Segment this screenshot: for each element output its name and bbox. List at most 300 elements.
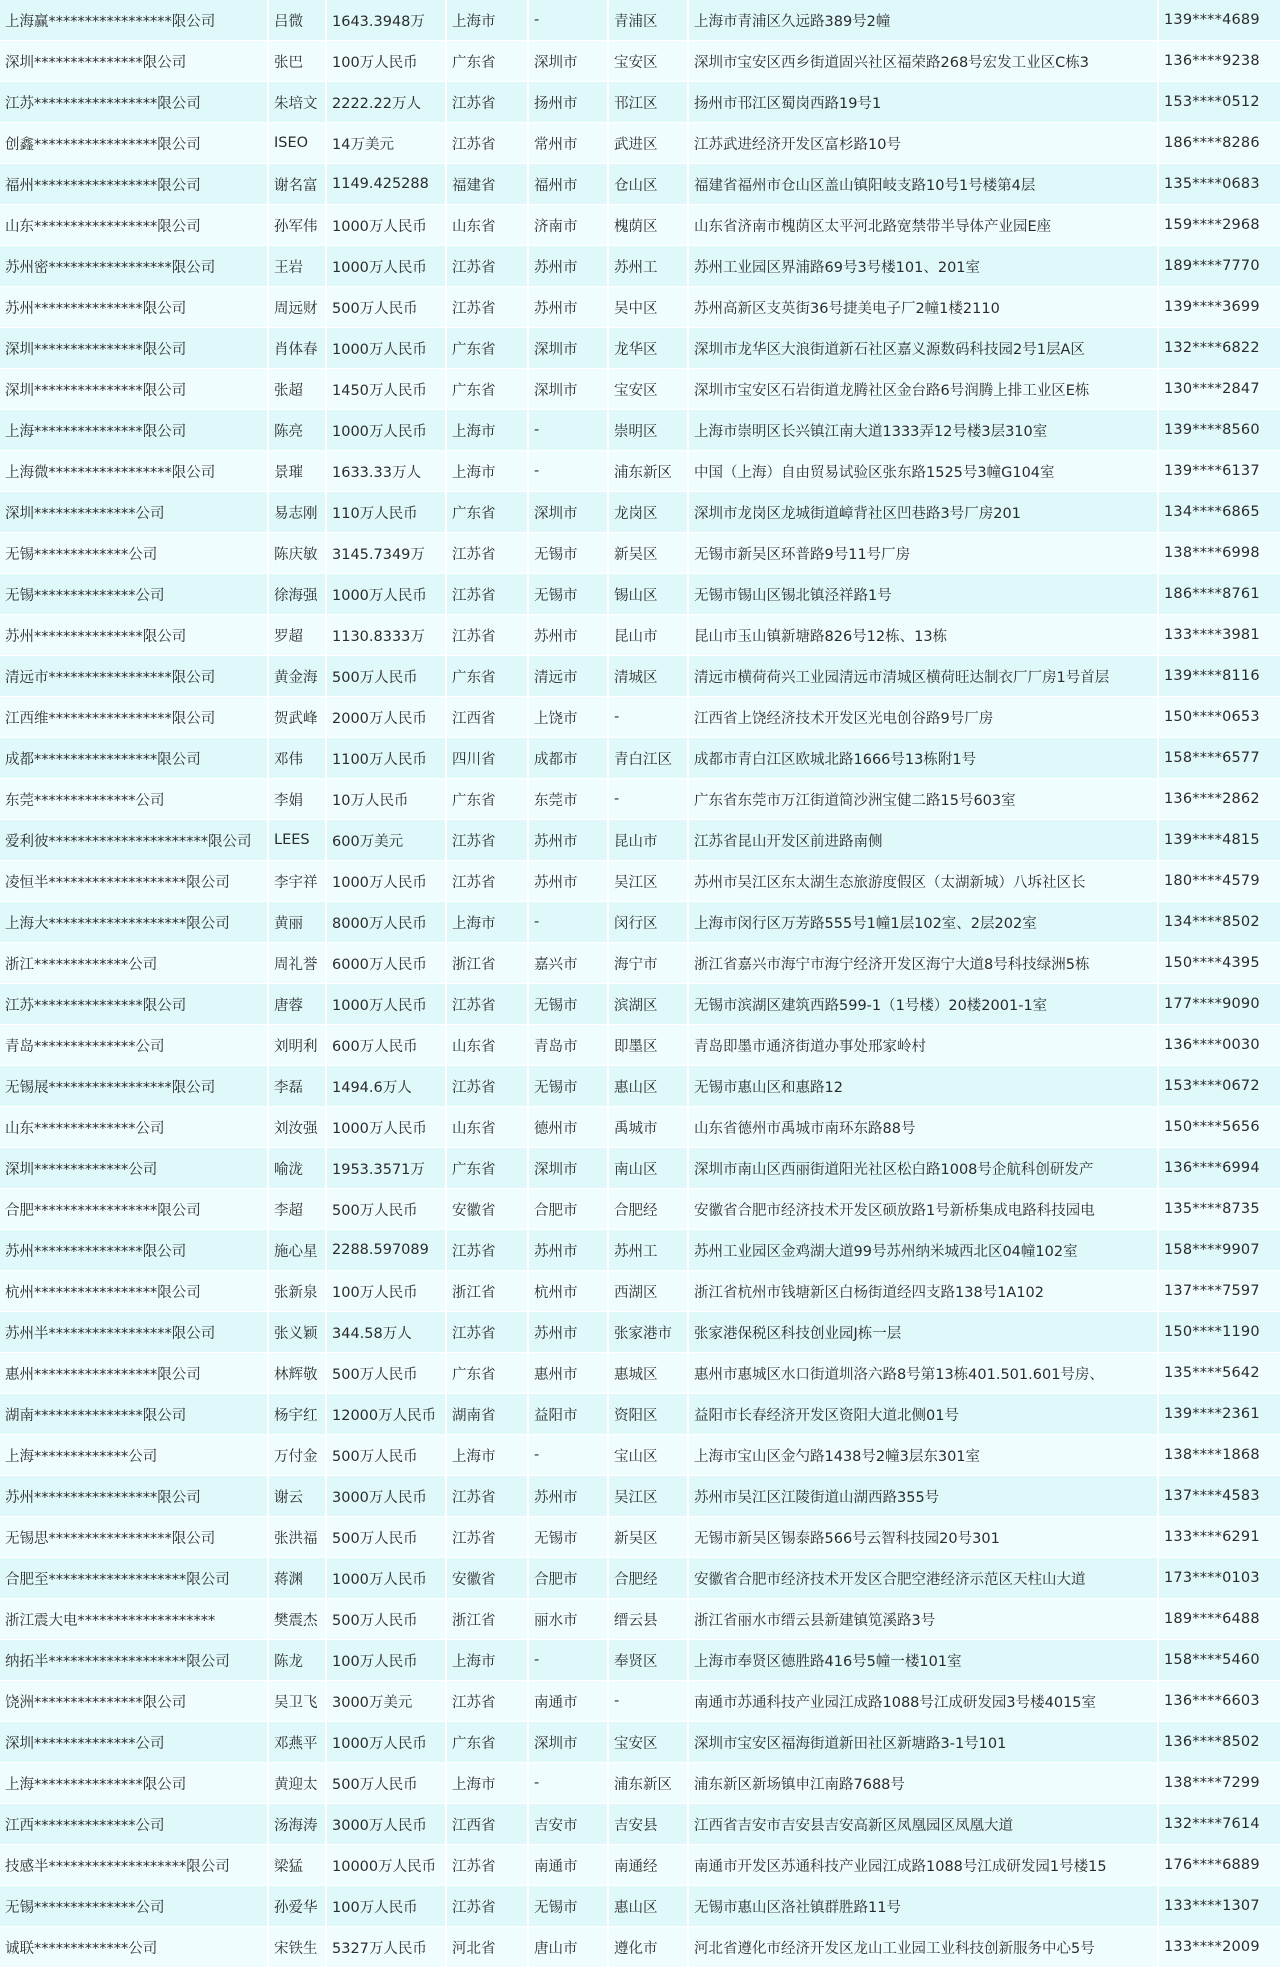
city-cell: 南通市 — [528, 1681, 608, 1722]
phone-cell: 136****6603 — [1158, 1681, 1280, 1722]
address-cell: 江西省吉安市吉安县吉安高新区凤凰园区凤凰大道 — [688, 1804, 1158, 1845]
registered-capital-cell: 3000万美元 — [326, 1681, 446, 1722]
city-cell: 嘉兴市 — [528, 943, 608, 984]
address-cell: 浦东新区新场镇申江南路7688号 — [688, 1763, 1158, 1804]
registered-capital-cell: 100万人民币 — [326, 1271, 446, 1312]
district-cell: 海宁市 — [608, 943, 688, 984]
phone-cell: 139****8116 — [1158, 656, 1280, 697]
table-row — [0, 1927, 1280, 1968]
city-cell: - — [528, 1435, 608, 1476]
phone-cell: 139****3699 — [1158, 287, 1280, 328]
district-cell: 资阳区 — [608, 1394, 688, 1435]
registered-capital-cell: 1643.3948万 — [326, 0, 446, 41]
table-row — [0, 861, 1280, 902]
table-row — [0, 574, 1280, 615]
address-cell: 安徽省合肥市经济技术开发区合肥空港经济示范区天柱山大道 — [688, 1558, 1158, 1599]
company-name-cell: 纳拓半*******************限公司 — [0, 1640, 268, 1681]
district-cell: 合肥经 — [608, 1189, 688, 1230]
registered-capital-cell: 100万人民币 — [326, 1640, 446, 1681]
table-row — [0, 1476, 1280, 1517]
phone-cell: 139****4689 — [1158, 0, 1280, 41]
district-cell: - — [608, 1681, 688, 1722]
registered-capital-cell: 2288.597089 — [326, 1230, 446, 1271]
district-cell: 滨湖区 — [608, 984, 688, 1025]
address-cell: 上海市崇明区长兴镇江南大道1333弄12号楼3层310室 — [688, 410, 1158, 451]
district-cell: 宝山区 — [608, 1435, 688, 1476]
address-cell: 清远市横荷荷兴工业园清远市清城区横荷旺达制衣厂厂房1号首层 — [688, 656, 1158, 697]
legal-rep-cell: 王岩 — [268, 246, 326, 287]
city-cell: 德州市 — [528, 1107, 608, 1148]
table-row — [0, 205, 1280, 246]
district-cell: 龙华区 — [608, 328, 688, 369]
table-row — [0, 1189, 1280, 1230]
company-name-cell: 上海微*****************限公司 — [0, 451, 268, 492]
legal-rep-cell: 陈庆敏 — [268, 533, 326, 574]
city-cell: 苏州市 — [528, 1312, 608, 1353]
legal-rep-cell: 陈龙 — [268, 1640, 326, 1681]
company-name-cell: 深圳**************公司 — [0, 492, 268, 533]
city-cell: 深圳市 — [528, 328, 608, 369]
district-cell: 奉贤区 — [608, 1640, 688, 1681]
registered-capital-cell: 110万人民币 — [326, 492, 446, 533]
address-cell: 上海市宝山区金勺路1438号2幢3层东301室 — [688, 1435, 1158, 1476]
table-row — [0, 533, 1280, 574]
address-cell: 张家港保税区科技创业园J栋一层 — [688, 1312, 1158, 1353]
city-cell: 丽水市 — [528, 1599, 608, 1640]
registered-capital-cell: 1000万人民币 — [326, 328, 446, 369]
table-row — [0, 615, 1280, 656]
legal-rep-cell: 宋铁生 — [268, 1927, 326, 1968]
district-cell: 新吴区 — [608, 533, 688, 574]
phone-cell: 150****0653 — [1158, 697, 1280, 738]
phone-cell: 135****5642 — [1158, 1353, 1280, 1394]
registered-capital-cell: 6000万人民币 — [326, 943, 446, 984]
address-cell: 深圳市宝安区石岩街道龙腾社区金台路6号润腾上排工业区E栋 — [688, 369, 1158, 410]
table-row — [0, 246, 1280, 287]
table-row — [0, 1845, 1280, 1886]
phone-cell: 158****9907 — [1158, 1230, 1280, 1271]
province-cell: 山东省 — [446, 205, 528, 246]
province-cell: 上海市 — [446, 1435, 528, 1476]
table-row — [0, 287, 1280, 328]
city-cell: 无锡市 — [528, 533, 608, 574]
registered-capital-cell: 3145.7349万 — [326, 533, 446, 574]
phone-cell: 153****0672 — [1158, 1066, 1280, 1107]
company-name-cell: 青岛**************公司 — [0, 1025, 268, 1066]
company-name-cell: 凌恒半*******************限公司 — [0, 861, 268, 902]
table-row — [0, 1107, 1280, 1148]
registered-capital-cell: 1130.8333万 — [326, 615, 446, 656]
city-cell: 益阳市 — [528, 1394, 608, 1435]
registered-capital-cell: 500万人民币 — [326, 1763, 446, 1804]
province-cell: 江苏省 — [446, 574, 528, 615]
table-row — [0, 1066, 1280, 1107]
city-cell: - — [528, 451, 608, 492]
phone-cell: 153****0512 — [1158, 82, 1280, 123]
legal-rep-cell: 易志刚 — [268, 492, 326, 533]
province-cell: 广东省 — [446, 41, 528, 82]
province-cell: 河北省 — [446, 1927, 528, 1968]
company-name-cell: 上海*************公司 — [0, 1435, 268, 1476]
address-cell: 深圳市宝安区福海街道新田社区新塘路3-1号101 — [688, 1722, 1158, 1763]
table-row — [0, 1312, 1280, 1353]
city-cell: 合肥市 — [528, 1558, 608, 1599]
address-cell: 苏州工业园区界浦路69号3号楼101、201室 — [688, 246, 1158, 287]
province-cell: 浙江省 — [446, 1599, 528, 1640]
legal-rep-cell: 吴卫飞 — [268, 1681, 326, 1722]
province-cell: 江苏省 — [446, 1476, 528, 1517]
city-cell: - — [528, 0, 608, 41]
city-cell: 无锡市 — [528, 1517, 608, 1558]
phone-cell: 132****7614 — [1158, 1804, 1280, 1845]
registered-capital-cell: 1953.3571万 — [326, 1148, 446, 1189]
city-cell: 无锡市 — [528, 984, 608, 1025]
table-row — [0, 123, 1280, 164]
company-name-cell: 上海大*******************限公司 — [0, 902, 268, 943]
address-cell: 惠州市惠城区水口街道圳洛六路8号第13栋401.501.601号房、 — [688, 1353, 1158, 1394]
registered-capital-cell: 12000万人民币 — [326, 1394, 446, 1435]
district-cell: 昆山市 — [608, 820, 688, 861]
table-row — [0, 451, 1280, 492]
registered-capital-cell: 2000万人民币 — [326, 697, 446, 738]
district-cell: 新吴区 — [608, 1517, 688, 1558]
phone-cell: 176****6889 — [1158, 1845, 1280, 1886]
address-cell: 苏州市吴江区江陵街道山湖西路355号 — [688, 1476, 1158, 1517]
province-cell: 安徽省 — [446, 1558, 528, 1599]
registered-capital-cell: 1000万人民币 — [326, 984, 446, 1025]
province-cell: 山东省 — [446, 1107, 528, 1148]
phone-cell: 189****7770 — [1158, 246, 1280, 287]
company-name-cell: 无锡*************公司 — [0, 533, 268, 574]
legal-rep-cell: 施心星 — [268, 1230, 326, 1271]
phone-cell: 136****2862 — [1158, 779, 1280, 820]
address-cell: 扬州市邗江区蜀岗西路19号1 — [688, 82, 1158, 123]
district-cell: 青白江区 — [608, 738, 688, 779]
phone-cell: 138****7299 — [1158, 1763, 1280, 1804]
province-cell: 浙江省 — [446, 1271, 528, 1312]
phone-cell: 150****4395 — [1158, 943, 1280, 984]
registered-capital-cell: 500万人民币 — [326, 1189, 446, 1230]
address-cell: 无锡市新吴区锡泰路566号云智科技园20号301 — [688, 1517, 1158, 1558]
address-cell: 南通市开发区苏通科技产业园江成路1088号江成研发园1号楼15 — [688, 1845, 1158, 1886]
district-cell: 西湖区 — [608, 1271, 688, 1312]
city-cell: - — [528, 410, 608, 451]
company-name-cell: 苏州半*****************限公司 — [0, 1312, 268, 1353]
district-cell: 吴江区 — [608, 1476, 688, 1517]
address-cell: 苏州高新区支英街36号捷美电子厂2幢1楼2110 — [688, 287, 1158, 328]
company-name-cell: 惠州*****************限公司 — [0, 1353, 268, 1394]
province-cell: 江苏省 — [446, 1845, 528, 1886]
legal-rep-cell: 谢云 — [268, 1476, 326, 1517]
district-cell: - — [608, 779, 688, 820]
province-cell: 江苏省 — [446, 820, 528, 861]
city-cell: 苏州市 — [528, 1476, 608, 1517]
table-row — [0, 164, 1280, 205]
legal-rep-cell: 张义颖 — [268, 1312, 326, 1353]
legal-rep-cell: 罗超 — [268, 615, 326, 656]
province-cell: 江苏省 — [446, 1230, 528, 1271]
phone-cell: 137****4583 — [1158, 1476, 1280, 1517]
district-cell: 即墨区 — [608, 1025, 688, 1066]
company-name-cell: 创鑫*****************限公司 — [0, 123, 268, 164]
phone-cell: 133****1307 — [1158, 1886, 1280, 1927]
address-cell: 江苏省昆山开发区前进路南侧 — [688, 820, 1158, 861]
legal-rep-cell: 肖体春 — [268, 328, 326, 369]
district-cell: 仓山区 — [608, 164, 688, 205]
district-cell: 龙岗区 — [608, 492, 688, 533]
company-name-cell: 合肥至*******************限公司 — [0, 1558, 268, 1599]
phone-cell: 136****8502 — [1158, 1722, 1280, 1763]
province-cell: 上海市 — [446, 1763, 528, 1804]
company-name-cell: 爱利彼**********************限公司 — [0, 820, 268, 861]
phone-cell: 180****4579 — [1158, 861, 1280, 902]
address-cell: 上海市闵行区万芳路555号1幢1层102室、2层202室 — [688, 902, 1158, 943]
district-cell: 浦东新区 — [608, 1763, 688, 1804]
company-name-cell: 浙江*************公司 — [0, 943, 268, 984]
legal-rep-cell: 谢名富 — [268, 164, 326, 205]
company-name-cell: 江西维*****************限公司 — [0, 697, 268, 738]
address-cell: 山东省德州市禹城市南环东路88号 — [688, 1107, 1158, 1148]
table-row — [0, 738, 1280, 779]
legal-rep-cell: LEES — [268, 820, 326, 861]
city-cell: 济南市 — [528, 205, 608, 246]
legal-rep-cell: 朱培文 — [268, 82, 326, 123]
company-name-cell: 苏州密*****************限公司 — [0, 246, 268, 287]
province-cell: 上海市 — [446, 1640, 528, 1681]
district-cell: 合肥经 — [608, 1558, 688, 1599]
province-cell: 江苏省 — [446, 861, 528, 902]
registered-capital-cell: 1100万人民币 — [326, 738, 446, 779]
district-cell: 吉安县 — [608, 1804, 688, 1845]
company-name-cell: 无锡**************公司 — [0, 1886, 268, 1927]
phone-cell: 150****1190 — [1158, 1312, 1280, 1353]
phone-cell: 159****2968 — [1158, 205, 1280, 246]
table-row — [0, 492, 1280, 533]
phone-cell: 139****8560 — [1158, 410, 1280, 451]
legal-rep-cell: 黄丽 — [268, 902, 326, 943]
company-name-cell: 浙江震大电******************* — [0, 1599, 268, 1640]
registered-capital-cell: 1450万人民币 — [326, 369, 446, 410]
city-cell: 无锡市 — [528, 1066, 608, 1107]
district-cell: 清城区 — [608, 656, 688, 697]
province-cell: 广东省 — [446, 1722, 528, 1763]
city-cell: 福州市 — [528, 164, 608, 205]
address-cell: 深圳市龙岗区龙城街道嶂背社区凹巷路3号厂房201 — [688, 492, 1158, 533]
registered-capital-cell: 1000万人民币 — [326, 574, 446, 615]
province-cell: 广东省 — [446, 1353, 528, 1394]
legal-rep-cell: 吕微 — [268, 0, 326, 41]
table-row — [0, 1230, 1280, 1271]
phone-cell: 132****6822 — [1158, 328, 1280, 369]
city-cell: - — [528, 1763, 608, 1804]
district-cell: 武进区 — [608, 123, 688, 164]
legal-rep-cell: 杨宇红 — [268, 1394, 326, 1435]
address-cell: 浙江省杭州市钱塘新区白杨街道经四支路138号1A102 — [688, 1271, 1158, 1312]
registered-capital-cell: 1000万人民币 — [326, 861, 446, 902]
province-cell: 江苏省 — [446, 615, 528, 656]
company-name-cell: 山东**************公司 — [0, 1107, 268, 1148]
company-name-cell: 苏州*****************限公司 — [0, 1476, 268, 1517]
city-cell: 苏州市 — [528, 246, 608, 287]
company-name-cell: 成都*****************限公司 — [0, 738, 268, 779]
province-cell: 湖南省 — [446, 1394, 528, 1435]
address-cell: 无锡市滨湖区建筑西路599-1（1号楼）20楼2001-1室 — [688, 984, 1158, 1025]
registered-capital-cell: 1000万人民币 — [326, 205, 446, 246]
address-cell: 山东省济南市槐荫区太平河北路宽禁带半导体产业园E座 — [688, 205, 1158, 246]
phone-cell: 186****8286 — [1158, 123, 1280, 164]
table-row — [0, 1722, 1280, 1763]
district-cell: 宝安区 — [608, 41, 688, 82]
city-cell: 南通市 — [528, 1845, 608, 1886]
company-name-cell: 江西**************公司 — [0, 1804, 268, 1845]
legal-rep-cell: 张新泉 — [268, 1271, 326, 1312]
company-name-cell: 饶洲***************限公司 — [0, 1681, 268, 1722]
address-cell: 无锡市惠山区洛社镇群胜路11号 — [688, 1886, 1158, 1927]
province-cell: 江苏省 — [446, 1066, 528, 1107]
legal-rep-cell: 梁猛 — [268, 1845, 326, 1886]
registered-capital-cell: 500万人民币 — [326, 656, 446, 697]
address-cell: 浙江省嘉兴市海宁市海宁经济开发区海宁大道8号科技绿洲5栋 — [688, 943, 1158, 984]
registered-capital-cell: 600万美元 — [326, 820, 446, 861]
city-cell: 深圳市 — [528, 1148, 608, 1189]
legal-rep-cell: 喻泷 — [268, 1148, 326, 1189]
address-cell: 苏州市吴江区东太湖生态旅游度假区（太湖新城）八坼社区长 — [688, 861, 1158, 902]
city-cell: 苏州市 — [528, 1230, 608, 1271]
legal-rep-cell: 黄金海 — [268, 656, 326, 697]
address-cell: 南通市苏通科技产业园江成路1088号江成研发园3号楼4015室 — [688, 1681, 1158, 1722]
registered-capital-cell: 500万人民币 — [326, 1435, 446, 1476]
company-name-cell: 上海***************限公司 — [0, 1763, 268, 1804]
province-cell: 福建省 — [446, 164, 528, 205]
legal-rep-cell: 贺武峰 — [268, 697, 326, 738]
table-row — [0, 1148, 1280, 1189]
province-cell: 四川省 — [446, 738, 528, 779]
district-cell: 张家港市 — [608, 1312, 688, 1353]
district-cell: 遵化市 — [608, 1927, 688, 1968]
legal-rep-cell: 李娟 — [268, 779, 326, 820]
phone-cell: 158****6577 — [1158, 738, 1280, 779]
address-cell: 广东省东莞市万江街道简沙洲宝健二路15号603室 — [688, 779, 1158, 820]
district-cell: 昆山市 — [608, 615, 688, 656]
province-cell: 广东省 — [446, 328, 528, 369]
district-cell: 邗江区 — [608, 82, 688, 123]
legal-rep-cell: 黄迎太 — [268, 1763, 326, 1804]
company-name-cell: 深圳***************限公司 — [0, 41, 268, 82]
phone-cell: 138****6998 — [1158, 533, 1280, 574]
legal-rep-cell: 汤海涛 — [268, 1804, 326, 1845]
registered-capital-cell: 1633.33万人 — [326, 451, 446, 492]
city-cell: 常州市 — [528, 123, 608, 164]
phone-cell: 158****5460 — [1158, 1640, 1280, 1681]
company-name-cell: 深圳**************公司 — [0, 1722, 268, 1763]
table-row — [0, 1517, 1280, 1558]
legal-rep-cell: 周礼誉 — [268, 943, 326, 984]
table-row — [0, 697, 1280, 738]
company-name-cell: 无锡**************公司 — [0, 574, 268, 615]
district-cell: 锡山区 — [608, 574, 688, 615]
address-cell: 上海市青浦区久远路389号2幢 — [688, 0, 1158, 41]
legal-rep-cell: 邓伟 — [268, 738, 326, 779]
phone-cell: 133****2009 — [1158, 1927, 1280, 1968]
province-cell: 江苏省 — [446, 1681, 528, 1722]
company-name-cell: 深圳*************公司 — [0, 1148, 268, 1189]
province-cell: 江苏省 — [446, 1886, 528, 1927]
district-cell: 苏州工 — [608, 246, 688, 287]
legal-rep-cell: 孙军伟 — [268, 205, 326, 246]
city-cell: 吉安市 — [528, 1804, 608, 1845]
phone-cell: 136****6994 — [1158, 1148, 1280, 1189]
address-cell: 苏州工业园区金鸡湖大道99号苏州纳米城西北区04幢102室 — [688, 1230, 1158, 1271]
table-row — [0, 1804, 1280, 1845]
company-name-cell: 无锡展*****************限公司 — [0, 1066, 268, 1107]
phone-cell: 136****0030 — [1158, 1025, 1280, 1066]
table-row — [0, 328, 1280, 369]
district-cell: - — [608, 697, 688, 738]
city-cell: 深圳市 — [528, 1722, 608, 1763]
table-row — [0, 410, 1280, 451]
legal-rep-cell: 万付金 — [268, 1435, 326, 1476]
table-row — [0, 41, 1280, 82]
legal-rep-cell: 邓燕平 — [268, 1722, 326, 1763]
legal-rep-cell: 徐海强 — [268, 574, 326, 615]
registered-capital-cell: 1494.6万人 — [326, 1066, 446, 1107]
phone-cell: 173****0103 — [1158, 1558, 1280, 1599]
province-cell: 江苏省 — [446, 984, 528, 1025]
company-name-cell: 清远市*****************限公司 — [0, 656, 268, 697]
address-cell: 益阳市长春经济开发区资阳大道北侧01号 — [688, 1394, 1158, 1435]
city-cell: 上饶市 — [528, 697, 608, 738]
address-cell: 无锡市锡山区锡北镇泾祥路1号 — [688, 574, 1158, 615]
district-cell: 青浦区 — [608, 0, 688, 41]
company-name-cell: 上海***************限公司 — [0, 410, 268, 451]
table-row — [0, 82, 1280, 123]
city-cell: 唐山市 — [528, 1927, 608, 1968]
registered-capital-cell: 100万人民币 — [326, 41, 446, 82]
city-cell: 扬州市 — [528, 82, 608, 123]
table-row — [0, 369, 1280, 410]
registered-capital-cell: 2222.22万人 — [326, 82, 446, 123]
registered-capital-cell: 600万人民币 — [326, 1025, 446, 1066]
registered-capital-cell: 344.58万人 — [326, 1312, 446, 1353]
table-row — [0, 1886, 1280, 1927]
province-cell: 江西省 — [446, 1804, 528, 1845]
address-cell: 江苏武进经济开发区富杉路10号 — [688, 123, 1158, 164]
table-row — [0, 1394, 1280, 1435]
registered-capital-cell: 1000万人民币 — [326, 1558, 446, 1599]
table-row — [0, 902, 1280, 943]
company-name-cell: 湖南***************限公司 — [0, 1394, 268, 1435]
district-cell: 吴中区 — [608, 287, 688, 328]
province-cell: 上海市 — [446, 902, 528, 943]
address-cell: 上海市奉贤区德胜路416号5幢一楼101室 — [688, 1640, 1158, 1681]
legal-rep-cell: 樊震杰 — [268, 1599, 326, 1640]
phone-cell: 134****6865 — [1158, 492, 1280, 533]
address-cell: 江西省上饶经济技术开发区光电创谷路9号厂房 — [688, 697, 1158, 738]
registered-capital-cell: 500万人民币 — [326, 1517, 446, 1558]
registered-capital-cell: 10000万人民币 — [326, 1845, 446, 1886]
legal-rep-cell: 刘明利 — [268, 1025, 326, 1066]
province-cell: 山东省 — [446, 1025, 528, 1066]
city-cell: 清远市 — [528, 656, 608, 697]
table-row — [0, 1599, 1280, 1640]
legal-rep-cell: 李磊 — [268, 1066, 326, 1107]
table-row — [0, 1435, 1280, 1476]
legal-rep-cell: 李宇祥 — [268, 861, 326, 902]
district-cell: 槐荫区 — [608, 205, 688, 246]
table-row — [0, 779, 1280, 820]
phone-cell: 139****2361 — [1158, 1394, 1280, 1435]
table-row — [0, 1558, 1280, 1599]
